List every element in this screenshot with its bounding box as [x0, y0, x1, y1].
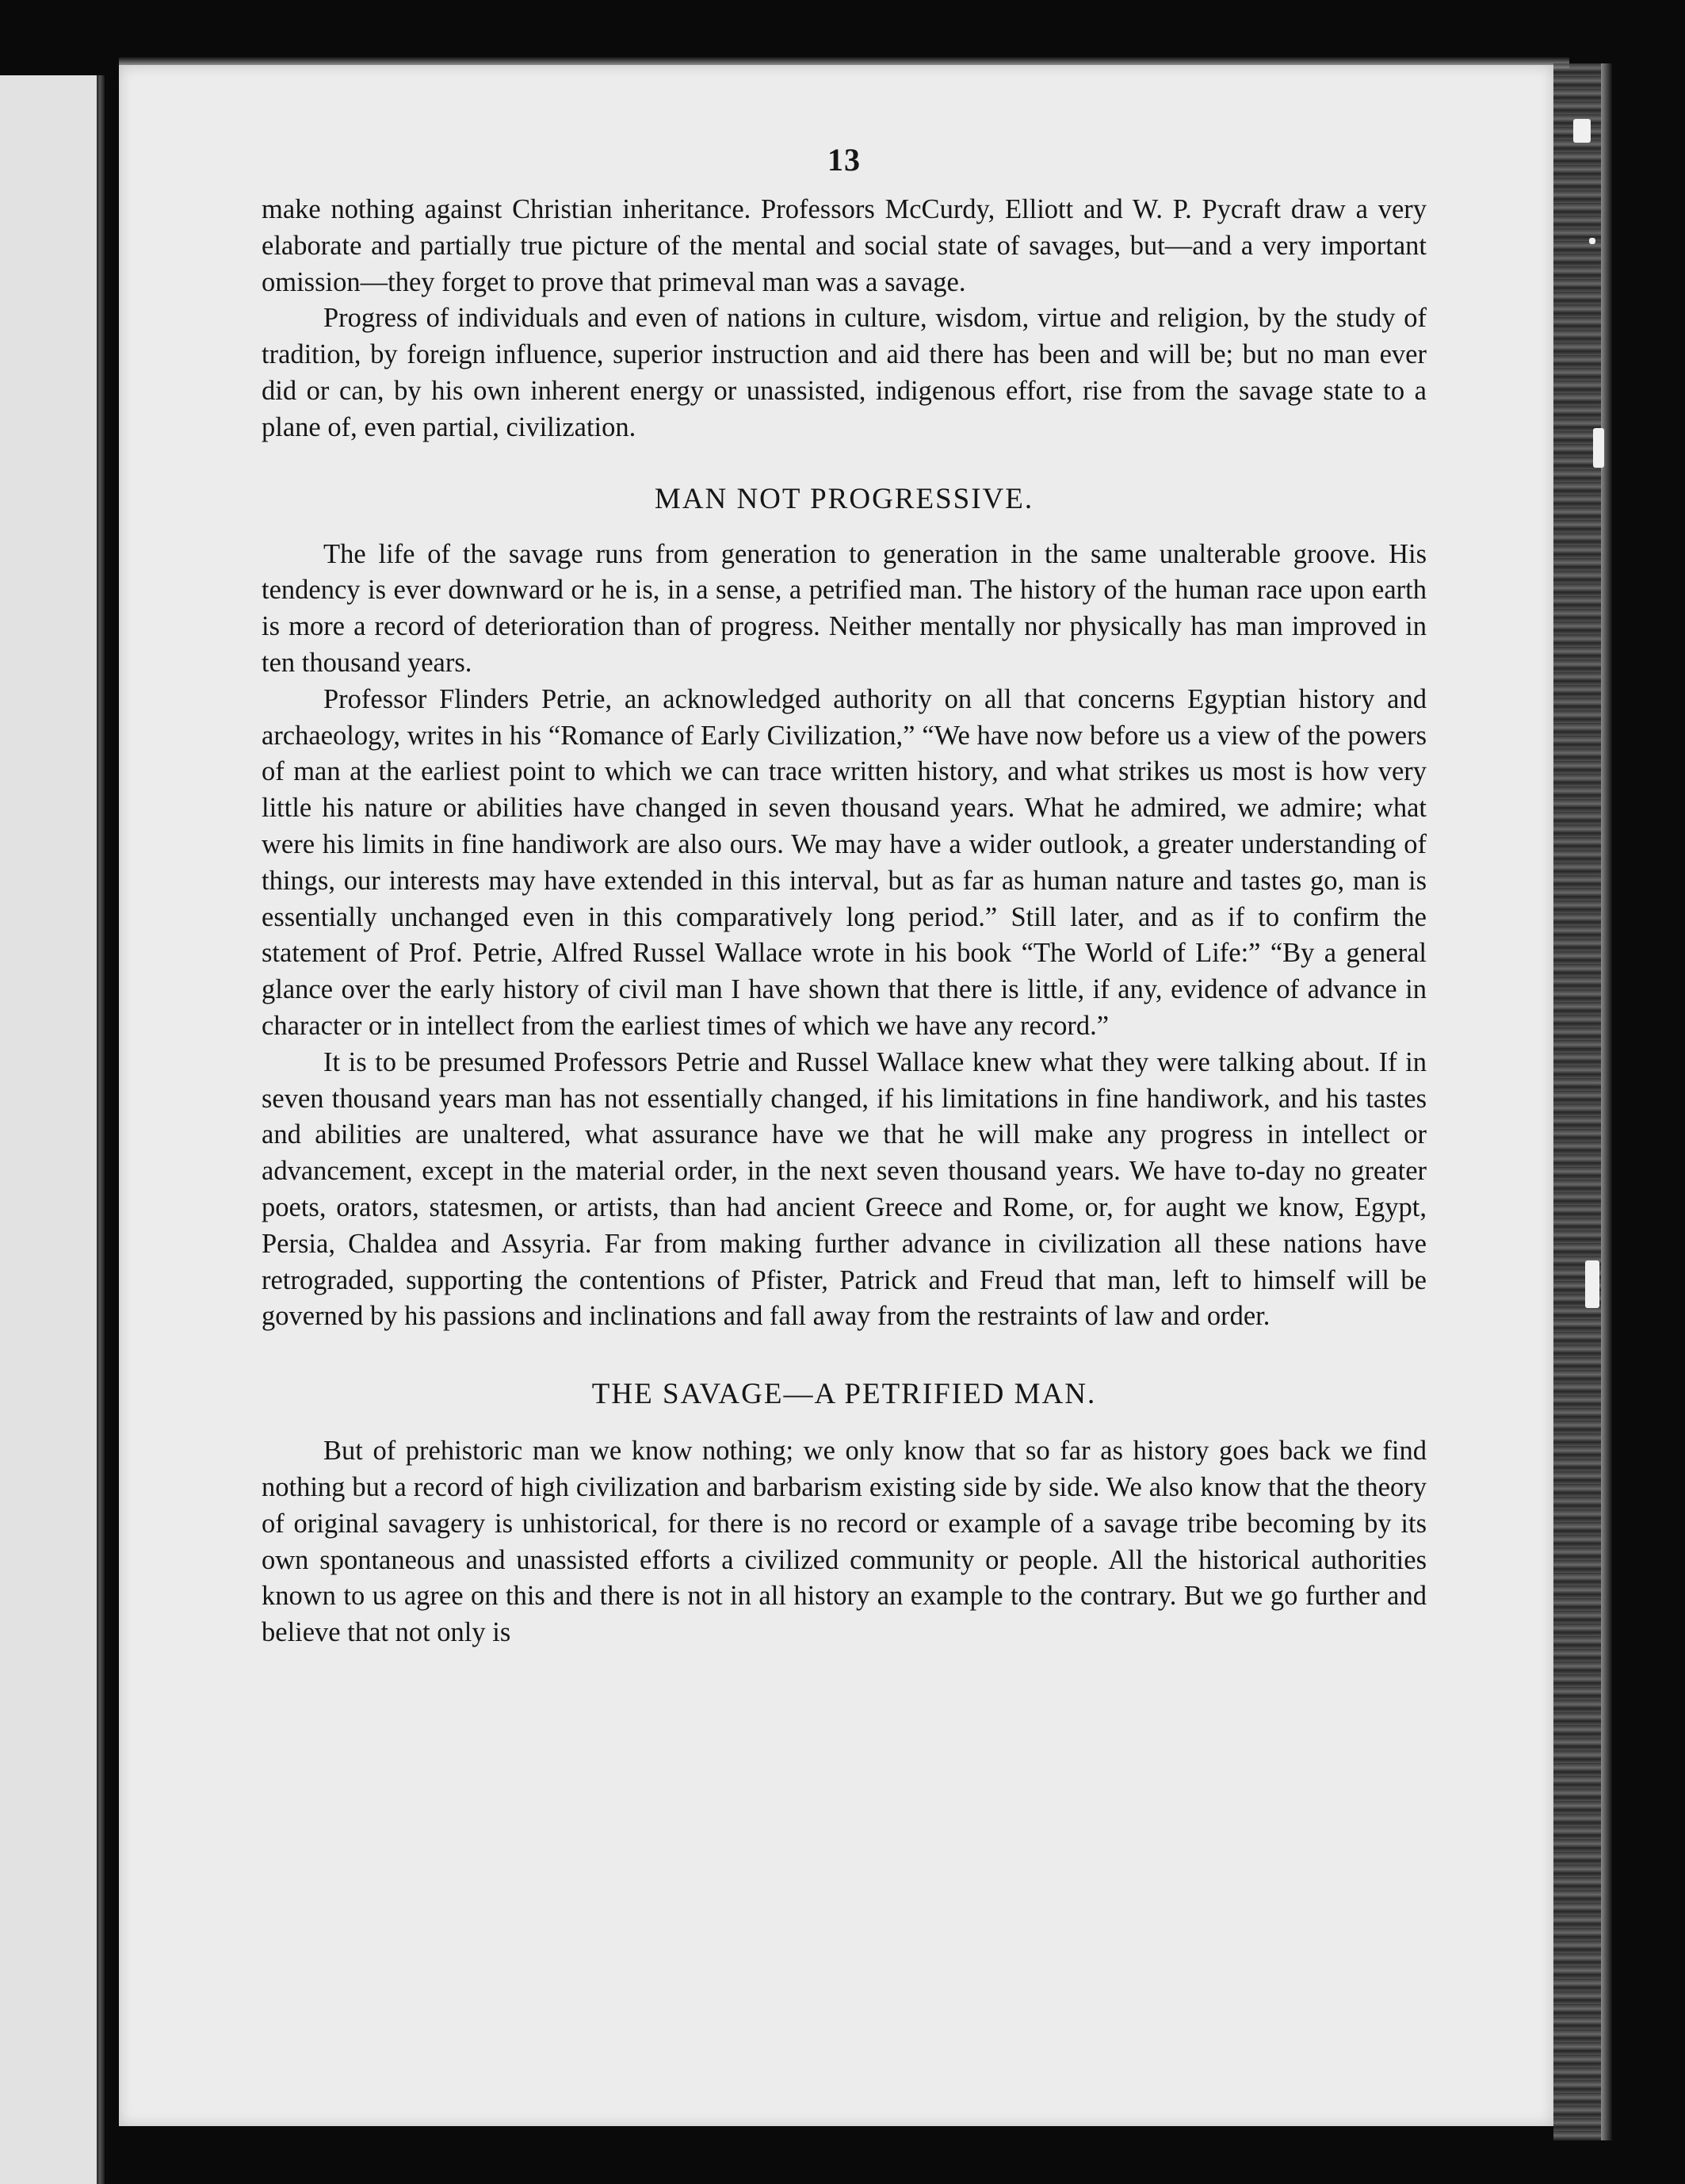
binding-gutter	[1553, 63, 1601, 2140]
page-number: 13	[827, 142, 861, 178]
binding-speck	[1593, 428, 1604, 468]
section-heading: THE SAVAGE—A PETRIFIED MAN.	[591, 1378, 1097, 1411]
paragraph: Professor Flinders Petrie, an acknowledged authority on all that concerns Egyptian history and archaeology, writes in his “Romance of Early Civilization,” “We have now before us a view of the powers of man at the earliest point to which we can trace written history, and what strikes us most is how very little his nature or abilities have changed in seven thousand years. What he admired, we admire; what were his limits in fine handiwork are also ours. We may have a wider outlook, a greater understanding of things, our interests may have extended in this interval, but as far as human nature and tastes go, man is essentially unchanged even in this comparatively long period.” Still later, and as if to confirm the statement of Prof. Petrie, Alfred Russel Wallace wrote in his book “The World of Life:” “By a general glance over the early history of civil man I have shown that there is little, if any, evidence of advance in character or in intellect from the earliest times of which we have any record.”	[262, 683, 1427, 1041]
binding-edge	[1601, 63, 1612, 2140]
paragraph: It is to be presumed Professors Petrie and Russel Wallace knew what they were talking about. If in seven thousand years man has not essentially changed, if his limitations in fine handiwork, and his tastes and abilities are unaltered, what assurance have we that he will make any progress in intellect or advancement, except in the material order, in the next seven thousand years. We have to-day no greater poets, orators, statesmen, or artists, than had ancient Greece and Rome, or, for aught we know, Egypt, Persia, Chaldea and Assyria. Far from making further advance in civilization all these nations have retrograded, supporting the contentions of Pfister, Patrick and Freud that man, left to himself will be governed by his passions and inclinations and fall away from the restraints of law and order.	[262, 1046, 1427, 1332]
facing-page-edge	[0, 75, 105, 2184]
section-heading: MAN NOT PROGRESSIVE.	[654, 482, 1034, 515]
binding-speck	[1589, 238, 1595, 244]
binding-speck	[1573, 119, 1591, 143]
binding-speck	[1585, 1260, 1599, 1308]
paragraph: The life of the savage runs from generation to generation in the same unalterable groove. His tendency is ever downward or he is, in a sense, a petrified man. The history of the human race upon earth is more a record of deterioration than of progress. Neither mentally nor physically has man improved in ten thousand years.	[262, 538, 1427, 678]
paragraph: But of prehistoric man we know nothing; we only know that so far as history goes back we find nothing but a record of high civilization and barbarism existing side by side. We also know that the theory of original savagery is unhistorical, for there is no record or example of a savage tribe becoming by its own spontaneous and unassisted efforts a civilized community or people. All the historical authorities known to us agree on this and there is not in all history an example to the contrary. But we go further and believe that not only is	[262, 1436, 1427, 1648]
paragraph: Progress of individuals and even of nations in culture, wisdom, virtue and religion, by the study of tradition, by foreign influence, superior instruction and aid there has been and will be; but no man ever did or can, by his own inherent energy or unassisted, indigenous effort, rise from the savage state to a plane of, even partial, civilization.	[262, 303, 1427, 442]
paragraph: make nothing against Christian inheritance. Professors McCurdy, Elliott and W. P. Pycraft draw a very elaborate and partially true picture of the mental and social state of savages, but—and a very important omission—they forget to prove that primeval man was a savage.	[262, 194, 1427, 297]
page-content	[262, 141, 1427, 1651]
